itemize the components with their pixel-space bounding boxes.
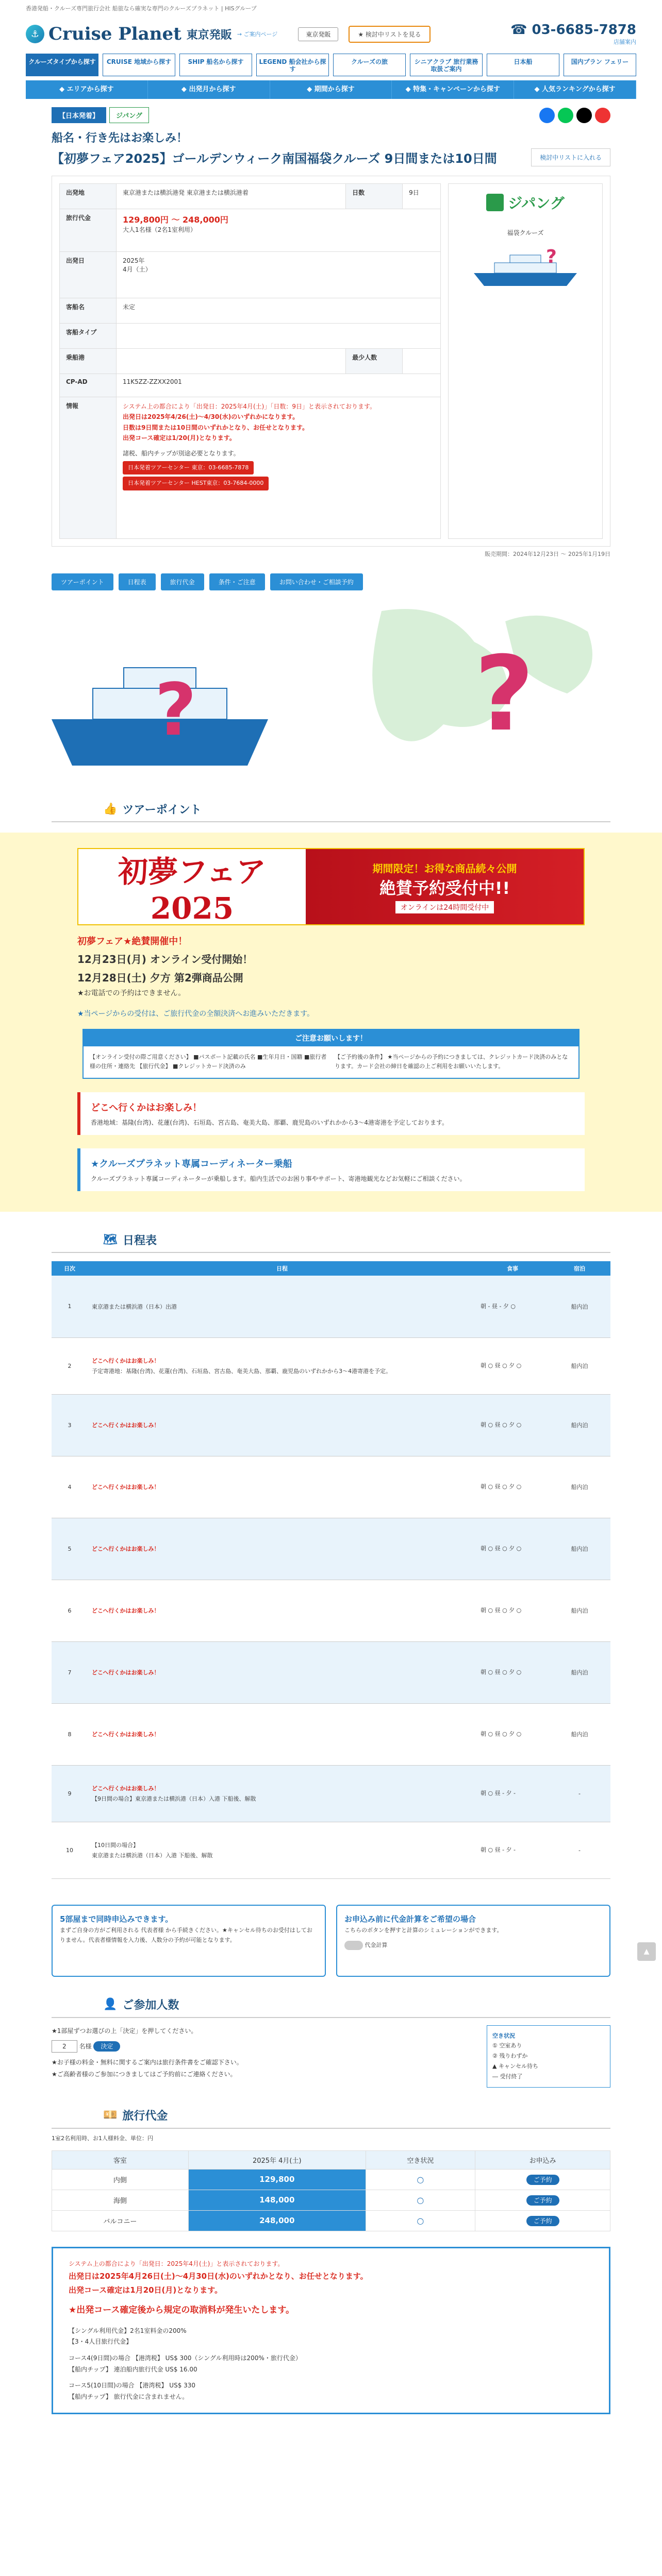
pax-heading: 👤 ご参加人数	[52, 1992, 610, 2018]
price-heading: 💴 旅行代金	[52, 2103, 610, 2129]
col-date: 2025年 4月(土)	[188, 2150, 366, 2169]
schedule-meal: 朝 ○ 昼 ○ 夕 ○	[476, 1641, 549, 1703]
link-icon[interactable]	[595, 108, 610, 123]
pax-unit: 名様	[79, 2043, 92, 2050]
anchor-points[interactable]: ツアーポイント	[52, 573, 113, 590]
map-icon: 🗺	[103, 1233, 118, 1246]
col-meal: 食事	[476, 1261, 549, 1276]
tour-info-box	[52, 176, 610, 547]
top-tagline: 香港発船・クルーズ専門旅行会社 船旅なら確実な専門のクルーズプラネット | HISグループ	[26, 5, 257, 12]
sale-period: 販売期間：2024年12月23日 〜 2025年1月19日	[485, 551, 610, 557]
schedule-row	[52, 1703, 610, 1765]
info-label: 客船タイプ	[60, 323, 117, 348]
price-status: ○	[366, 2190, 475, 2210]
schedule-meal: 朝 ○ 昼 ○ 夕 ○	[476, 1518, 549, 1580]
schedule-detail: どこへ行くかはお楽しみ！	[88, 1456, 476, 1518]
info-label: 出発日	[60, 251, 117, 298]
reserve-button[interactable]: ご予約	[526, 2175, 559, 2185]
secondary-nav	[26, 80, 636, 99]
tour-point-section	[0, 833, 662, 1212]
schedule-meal: 朝 ○ 昼 - 夕 -	[476, 1765, 549, 1822]
price-status: ○	[366, 2210, 475, 2231]
schedule-meal: 朝 ○ 昼 ○ 夕 ○	[476, 1580, 549, 1641]
nav-ship[interactable]: SHIP 船名から探す	[179, 54, 252, 76]
region-select[interactable]: 東京発販	[298, 27, 338, 41]
schedule-row	[52, 1765, 610, 1822]
price-calc-note: お申込み前に代金計算をご希望の場合 こちらのボタンを押すと計算のシミュレーションができます。 代金計算	[336, 1905, 610, 1977]
schedule-row	[52, 1456, 610, 1518]
price-row	[52, 2169, 610, 2190]
store-link[interactable]: 店舗案内	[614, 39, 636, 45]
schedule-row	[52, 1822, 610, 1878]
col-stay: 宿泊	[549, 1261, 610, 1276]
hatsuyume-banner[interactable]	[77, 848, 585, 925]
schedule-day: 5	[52, 1518, 88, 1580]
hero-graphic	[52, 601, 610, 786]
pax-note-1: ★お子様の料金・無料に関するご案内は旅行条件書をご確認下さい。	[52, 2059, 243, 2066]
schedule-meal: 朝 ○ 昼 - 夕 -	[476, 1822, 549, 1878]
x-icon[interactable]	[576, 108, 592, 123]
ship-brand-panel	[448, 183, 603, 539]
price-row	[52, 2190, 610, 2210]
nav-senior[interactable]: シニアクラブ 旅行業務取扱ご案内	[410, 54, 483, 76]
price-apply	[475, 2190, 610, 2210]
schedule-heading: 🗺 日程表	[52, 1227, 610, 1253]
schedule-row	[52, 1337, 610, 1394]
facebook-icon[interactable]	[539, 108, 555, 123]
schedule-meal: 朝 ○ 昼 ○ 夕 ○	[476, 1337, 549, 1394]
info-days: 9日	[403, 184, 441, 209]
schedule-detail: どこへ行くかはお楽しみ！ 【9日間の場合】東京港または横浜港（日本）入港 下船後、解散	[88, 1765, 476, 1822]
schedule-stay: 船内泊	[549, 1276, 610, 1337]
price-value: 129,800	[188, 2169, 366, 2190]
info-label: 情報	[60, 397, 117, 538]
schedule-stay: 船内泊	[549, 1394, 610, 1456]
info-route: 東京港または横浜港発 東京港または横浜港着	[117, 184, 346, 209]
price-table	[52, 2150, 610, 2231]
schedule-stay: 船内泊	[549, 1641, 610, 1703]
anchor-conditions[interactable]: 条件・ご注意	[209, 573, 265, 590]
caution-right: 【ご予約後の条件】 ★当ページからの予約につきましては、クレジットカード決済のみとなります。カード会社の締日を確認の上ご利用をお願いいたします。	[335, 1053, 568, 1070]
info-label: 旅行代金	[60, 209, 117, 251]
price-room: 内側	[52, 2169, 189, 2190]
schedule-day: 2	[52, 1337, 88, 1394]
schedule-table	[52, 1261, 610, 1879]
info-port	[117, 348, 346, 374]
schedule-day: 10	[52, 1822, 88, 1878]
caution-box	[82, 1029, 580, 1079]
anchor-price[interactable]: 旅行代金	[161, 573, 204, 590]
nav2-month[interactable]: ◆ 出発月から探す	[148, 80, 270, 99]
tag-japan: 【日本発着】	[52, 107, 106, 123]
schedule-detail: どこへ行くかはお楽しみ！	[88, 1641, 476, 1703]
scroll-top-button[interactable]	[637, 1942, 656, 1961]
zipang-icon	[486, 194, 504, 211]
region-label: 東京発販	[186, 28, 232, 42]
info-price: 129,800円 ～ 248,000円 大人1名様（2名1室利用）	[117, 209, 441, 251]
page-anchor-nav	[0, 558, 662, 590]
nav-area[interactable]: CRUISE 地域から探す	[103, 54, 175, 76]
schedule-stay: 船内泊	[549, 1337, 610, 1394]
price-apply	[475, 2169, 610, 2190]
schedule-row	[52, 1276, 610, 1337]
side-caption: 福袋クルーズ	[507, 229, 544, 236]
schedule-day: 8	[52, 1703, 88, 1765]
caution-left: 【オンライン受付の際ご用意ください】 ■パスポート記載の氏名 ■生年月日・国籍 ■旅行者様の住所・連絡先 【旅行代金】 ■クレジットカード決済のみ	[90, 1053, 327, 1070]
schedule-stay: 船内泊	[549, 1518, 610, 1580]
schedule-stay: 船内泊	[549, 1580, 610, 1641]
phone-icon: ☎	[510, 22, 532, 38]
schedule-stay: -	[549, 1822, 610, 1878]
cruise-logo-icon[interactable]: ⚓	[26, 25, 44, 43]
info-label: CP-AD	[60, 374, 117, 397]
pax-note-2: ★ご高齢者様のご参加につきましてはご予約前にご連絡ください。	[52, 2071, 237, 2078]
info-label: 出発地	[60, 184, 117, 209]
price-row	[52, 2210, 610, 2231]
share-buttons	[539, 108, 610, 123]
schedule-detail: どこへ行くかはお楽しみ！ 予定寄港地：基隆(台湾)、花蓮(台湾)、石垣島、宮古島、奄美大島、那覇、鹿児島のいずれかから3〜4港寄港を予定。	[88, 1337, 476, 1394]
info-label: 客船名	[60, 298, 117, 323]
tag-row	[0, 99, 662, 123]
contact-button-2[interactable]: 日本発着ツアーセンター HEST東京：03-7684-0000	[123, 477, 269, 490]
schedule-meal: 朝 ○ 昼 ○ 夕 ○	[476, 1456, 549, 1518]
chevron-up-icon: ▲	[643, 1947, 650, 1956]
tour-title	[0, 145, 662, 166]
multi-room-note: 5部屋まで同時申込みできます。 まずご自身の方がご利用される 代表者様 から手続きください。★キャンセル待ちのお受付はしておりません。代表者様情報を入力後、人数分の予約が可能となります。	[52, 1905, 326, 1977]
nav-cruise-type[interactable]: クルーズタイプから探す	[26, 54, 98, 76]
reserve-info	[52, 1905, 610, 1977]
ship-illustration	[469, 242, 582, 289]
banner-title: 初夢フェア 2025	[118, 854, 267, 926]
col-detail: 日程	[88, 1261, 476, 1276]
schedule-detail: どこへ行くかはお楽しみ！	[88, 1580, 476, 1641]
schedule-detail: 東京港または横浜港（日本）出港	[88, 1276, 476, 1337]
schedule-meal: 朝 ○ 昼 ○ 夕 ○	[476, 1703, 549, 1765]
reserve-button[interactable]: ご予約	[526, 2216, 559, 2226]
nav-company[interactable]: LEGEND 船会社から探す	[256, 54, 329, 76]
pax-count-select[interactable]: 2	[52, 2040, 77, 2053]
availability-legend: 空き状況 ① 空室あり ② 残りわずか ▲ キャンセル待ち ― 受付終了	[487, 2025, 610, 2088]
anchor-contact[interactable]: お問い合わせ・ご相談予約	[270, 573, 363, 590]
person-icon: 👤	[103, 1998, 118, 2011]
destination-surprise: どこへ行くかはお楽しみ！ 香港地域：基隆(台湾)、花蓮(台湾)、石垣島、宮古島、奄美大島、那覇、鹿児島のいずれかから3〜4港寄港を予定しております。	[77, 1092, 585, 1135]
zipang-logo: ジパング	[457, 192, 594, 213]
schedule-detail: 【10日間の場合】 東京港または横浜港（日本）入港 下船後、解散	[88, 1822, 476, 1878]
price-value: 248,000	[188, 2210, 366, 2231]
pax-note: ★1部屋ずつお選びの上「決定」を押してください。	[52, 2027, 197, 2035]
schedule-stay: 船内泊	[549, 1703, 610, 1765]
schedule-row	[52, 1394, 610, 1456]
banner-right: 期間限定！お得な商品続々公開 絶賛予約受付中!! オンラインは24時間受付中	[306, 860, 584, 913]
guide-link[interactable]: → ご案内ページ	[237, 31, 278, 38]
tour-subtitle: 船名・行き先はお楽しみ！	[52, 132, 188, 145]
anchor-schedule[interactable]: 日程表	[119, 573, 156, 590]
schedule-meal: 朝 - 昼 - 夕 ○	[476, 1276, 549, 1337]
schedule-meal: 朝 ○ 昼 ○ 夕 ○	[476, 1394, 549, 1456]
money-icon: 💴	[103, 2109, 118, 2122]
schedule-row	[52, 1641, 610, 1703]
add-favorite-button[interactable]: 検討中リストに入れる	[531, 148, 610, 166]
svg-text:?: ?	[155, 668, 197, 752]
hero-illustration	[52, 601, 610, 786]
price-room: バルコニー	[52, 2210, 189, 2231]
site-header	[0, 16, 662, 54]
col-apply: お申込み	[475, 2150, 610, 2169]
price-note: 1室2名利用時、お1人様料金、単位：円	[52, 2134, 153, 2142]
toggle-icon	[344, 1941, 363, 1950]
info-label: 日数	[346, 184, 403, 209]
pax-area	[52, 2025, 610, 2088]
favorites-button[interactable]: ★ 検討中リストを見る	[349, 26, 430, 43]
tour-point-heading: 👍 ツアーポイント	[52, 796, 610, 822]
schedule-day: 9	[52, 1765, 88, 1822]
schedule-day: 1	[52, 1276, 88, 1337]
schedule-row	[52, 1580, 610, 1641]
schedule-row	[52, 1518, 610, 1580]
nav2-area[interactable]: ◆ エリアから探す	[26, 80, 148, 99]
info-ship-type	[117, 323, 441, 348]
col-day: 日次	[52, 1261, 88, 1276]
reserve-button[interactable]: ご予約	[526, 2195, 559, 2206]
svg-text:?: ?	[474, 634, 535, 754]
price-apply	[475, 2210, 610, 2231]
tag-ship: ジパング	[109, 107, 149, 123]
info-label: 最少人数	[346, 348, 403, 374]
phone-number: ☎ 03-6685-7878	[510, 22, 636, 38]
line-icon[interactable]	[558, 108, 573, 123]
schedule-day: 7	[52, 1641, 88, 1703]
schedule-day: 3	[52, 1394, 88, 1456]
svg-text:?: ?	[546, 246, 557, 267]
schedule-detail: どこへ行くかはお楽しみ！	[88, 1703, 476, 1765]
schedule-detail: どこへ行くかはお楽しみ！	[88, 1394, 476, 1456]
schedule-stay: -	[549, 1765, 610, 1822]
caution-header: ご注意お願いします！	[84, 1030, 578, 1046]
thumbs-up-icon: 👍	[103, 802, 118, 816]
schedule-stay: 船内泊	[549, 1456, 610, 1518]
info-departure: 2025年 4月（土）	[117, 251, 441, 298]
primary-nav	[0, 54, 662, 76]
nav2-ranking[interactable]: ◆ 人気ランキングから探す	[514, 80, 636, 99]
site-logo[interactable]: Cruise Planet	[48, 24, 181, 44]
nav-ferry[interactable]: 国内プラン フェリー	[564, 54, 636, 76]
contact-button-1[interactable]: 日本発着ツアーセンター 東京：03-6685-7878	[123, 461, 254, 475]
schedule-day: 4	[52, 1456, 88, 1518]
price-status: ○	[366, 2169, 475, 2190]
col-status: 空き状況	[366, 2150, 475, 2169]
info-code: 11K5ZZ-ZZXX2001	[117, 374, 441, 397]
tour-title-text: 【初夢フェア2025】ゴールデンウィーク南国福袋クルーズ 9日間または10日間	[52, 151, 497, 166]
col-room: 客室	[52, 2150, 189, 2169]
info-notes: システム上の都合により「出発日：2025年4月(土)」「日数：9日」と表示されております。 出発日は2025年4/26(土)〜4/30(水)のいずれかになります。 日数は9日間または10日間のいずれかとなり、お任せとなります。 出発コース確定は1/20(月)となります。 諸税、船内チップが別途必要となります。 日本発着ツアーセンター 東京：03-6685-7878 日本発着ツアーセンター HEST東京：03-7684-0000	[117, 397, 441, 538]
nav2-campaign[interactable]: ◆ 特集・キャンペーンから探す	[392, 80, 514, 99]
pax-confirm-button[interactable]: 決定	[93, 2041, 120, 2052]
price-notice: システム上の都合により「出発日：2025年4月(土)」と表示されております。 出発日は2025年4月26日(土)〜4月30日(水)のいずれかとなり、お任せとなります。 出発コース確定は1月20日(月)となります。 ★出発コース確定後から規定の取消料が発生いたします。 【シングル利用代金】2名1室料金の200% 【3・4人目旅行代金】 コース4(9日間)の場合 【港湾税】 US$ 300（シングル利用時は200%・旅行代金） 【船内チップ】 連泊船内旅行代金 US$ 16.00 コース5(10日間)の場合 【港湾税】 US$ 330 【船内チップ】 旅行代金に含まれません。	[52, 2247, 610, 2415]
schedule-day: 6	[52, 1580, 88, 1641]
coordinator-info: ★クルーズプラネット専属コーディネーター乗船 クルーズプラネット専属コーディネーターが乗船します。船内生活でのお困り事やサポート、寄港地観光などお気軽にご相談ください。	[77, 1148, 585, 1191]
calc-toggle[interactable]: 代金計算	[344, 1941, 602, 1951]
schedule-detail: どこへ行くかはお楽しみ！	[88, 1518, 476, 1580]
nav-cruise-trip[interactable]: クルーズの旅	[333, 54, 406, 76]
price-value: 148,000	[188, 2190, 366, 2210]
info-min	[403, 348, 441, 374]
fair-info: 初夢フェア★絶賛開催中！ 12月23日(月) オンライン受付開始！ 12月28日(土) 夕方 第2弾商品公開 ★お電話での予約はできません。 ★当ページからの受付は、ご旅行代金の全額決済へお進みいただきます。	[77, 936, 315, 1018]
tour-info-table	[59, 183, 441, 539]
info-label: 乗船港	[60, 348, 117, 374]
price-room: 海側	[52, 2190, 189, 2210]
info-ship: 未定	[117, 298, 441, 323]
nav2-period[interactable]: ◆ 期間から探す	[270, 80, 392, 99]
nav-japan-ship[interactable]: 日本船	[487, 54, 559, 76]
